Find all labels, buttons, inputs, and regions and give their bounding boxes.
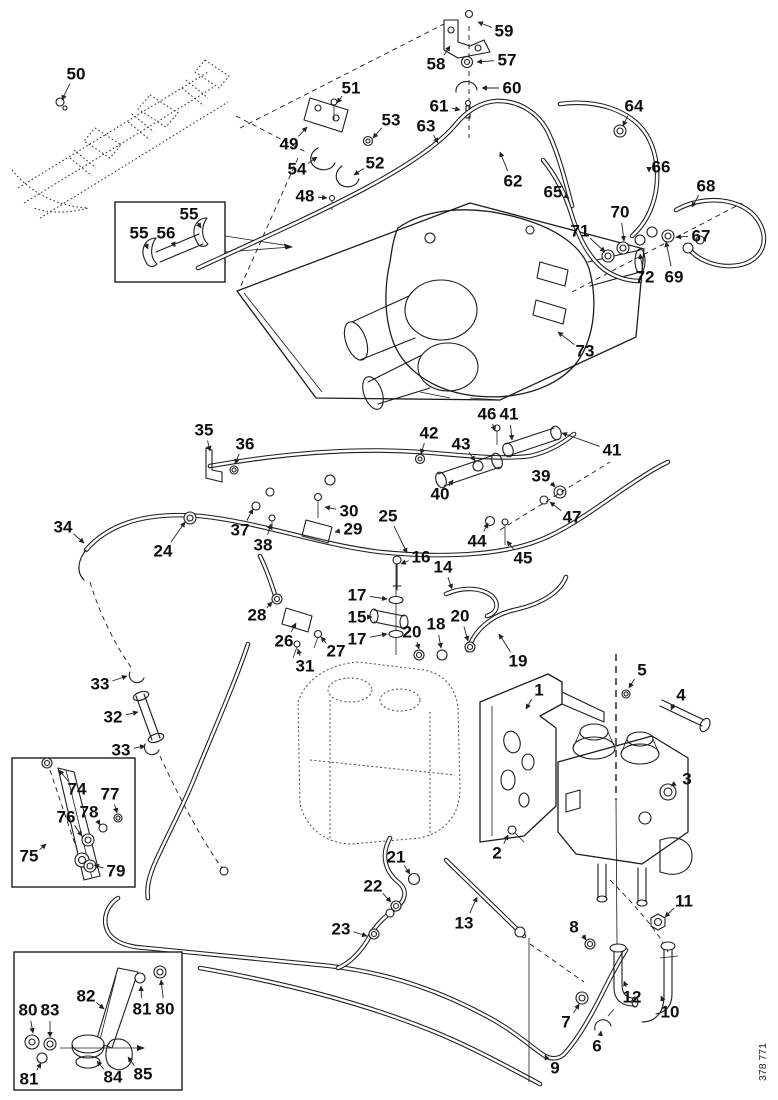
callout-43: 43 bbox=[451, 434, 471, 454]
leader-line-71 bbox=[590, 238, 605, 252]
leader-line-17 bbox=[370, 634, 387, 637]
leader-line-20 bbox=[464, 626, 468, 641]
callout-32: 32 bbox=[103, 707, 123, 727]
leader-line-21 bbox=[404, 865, 410, 874]
leader-line-23 bbox=[354, 932, 367, 936]
callout-17: 17 bbox=[347, 629, 367, 649]
callout-4: 4 bbox=[676, 685, 686, 705]
callout-51: 51 bbox=[341, 78, 361, 98]
callout-78: 78 bbox=[79, 802, 99, 822]
callout-11: 11 bbox=[675, 891, 693, 911]
callout-61: 61 bbox=[429, 96, 449, 116]
callout-56: 56 bbox=[156, 223, 176, 243]
leader-line-48 bbox=[318, 197, 327, 198]
callout-6: 6 bbox=[592, 1036, 602, 1056]
leader-line-69 bbox=[666, 242, 671, 266]
leader-line-8 bbox=[583, 935, 586, 940]
callout-26: 26 bbox=[274, 631, 294, 651]
callout-18: 18 bbox=[426, 614, 446, 634]
leader-line-34 bbox=[73, 534, 84, 543]
callout-74: 74 bbox=[67, 779, 87, 799]
leader-line-31 bbox=[298, 649, 300, 656]
callout-49: 49 bbox=[279, 134, 299, 154]
leader-line-10 bbox=[661, 996, 664, 1002]
callout-1: 1 bbox=[534, 680, 544, 700]
callout-31: 31 bbox=[295, 656, 315, 676]
callout-46: 46 bbox=[477, 404, 497, 424]
callout-67: 67 bbox=[691, 226, 711, 246]
leader-line-7 bbox=[574, 1004, 579, 1013]
callout-84: 84 bbox=[103, 1067, 123, 1087]
engine-block-drawing bbox=[298, 662, 460, 844]
callout-45: 45 bbox=[513, 548, 533, 568]
leader-line-17 bbox=[370, 596, 387, 599]
callout-layer bbox=[19, 22, 716, 1089]
leader-line-24 bbox=[171, 522, 185, 542]
leader-line-62 bbox=[500, 152, 508, 171]
callout-34: 34 bbox=[53, 517, 73, 537]
callout-38: 38 bbox=[253, 535, 273, 555]
callout-19: 19 bbox=[508, 651, 528, 671]
callout-30: 30 bbox=[339, 501, 359, 521]
callout-54: 54 bbox=[287, 159, 307, 179]
leader-line-33 bbox=[112, 676, 127, 681]
leader-line-22 bbox=[383, 893, 391, 902]
callout-2: 2 bbox=[492, 843, 502, 863]
callout-24: 24 bbox=[153, 541, 173, 561]
inset-box-breather-detail bbox=[14, 952, 182, 1090]
callout-16: 16 bbox=[411, 547, 431, 567]
leader-line-37 bbox=[247, 509, 253, 521]
callout-80: 80 bbox=[155, 999, 175, 1019]
leader-line-28 bbox=[267, 602, 272, 608]
callout-29: 29 bbox=[343, 519, 363, 539]
leader-line-39 bbox=[551, 483, 555, 487]
leader-line-53 bbox=[373, 128, 382, 138]
leader-line-19 bbox=[499, 634, 511, 652]
leader-line-30 bbox=[325, 507, 336, 509]
leader-line-52 bbox=[354, 168, 364, 175]
leader-line-13 bbox=[470, 897, 477, 913]
callout-10: 10 bbox=[660, 1002, 680, 1022]
leader-line-47 bbox=[550, 502, 561, 511]
leader-line-20 bbox=[417, 642, 419, 649]
callout-39: 39 bbox=[531, 466, 551, 486]
callout-64: 64 bbox=[624, 96, 644, 116]
callout-80: 80 bbox=[18, 1000, 38, 1020]
callout-33: 33 bbox=[111, 740, 131, 760]
leader-line-61 bbox=[452, 108, 460, 110]
leader-line-59 bbox=[478, 22, 492, 27]
callout-47: 47 bbox=[562, 507, 582, 527]
callout-7: 7 bbox=[561, 1012, 571, 1032]
frame-assembly-drawing bbox=[12, 60, 229, 218]
callout-57: 57 bbox=[497, 50, 517, 70]
leader-line-16 bbox=[401, 561, 409, 564]
callout-75: 75 bbox=[19, 846, 39, 866]
callout-36: 36 bbox=[235, 434, 255, 454]
callout-70: 70 bbox=[610, 202, 630, 222]
callout-8: 8 bbox=[569, 917, 579, 937]
leader-line-1 bbox=[526, 699, 532, 709]
callout-37: 37 bbox=[230, 520, 250, 540]
callout-52: 52 bbox=[365, 153, 385, 173]
callout-83: 83 bbox=[40, 1000, 60, 1020]
callout-44: 44 bbox=[467, 531, 487, 551]
callout-55: 55 bbox=[179, 204, 199, 224]
leader-line-5 bbox=[629, 679, 634, 688]
callout-60: 60 bbox=[502, 78, 522, 98]
callout-82: 82 bbox=[76, 986, 96, 1006]
callout-53: 53 bbox=[381, 110, 401, 130]
callout-5: 5 bbox=[637, 660, 647, 680]
leader-line-32 bbox=[126, 712, 138, 715]
leader-line-25 bbox=[394, 526, 407, 553]
hose-clamps-left-drawing bbox=[129, 672, 228, 875]
callout-65: 65 bbox=[543, 182, 563, 202]
callout-50: 50 bbox=[66, 64, 86, 84]
callout-28: 28 bbox=[247, 605, 267, 625]
callout-14: 14 bbox=[433, 557, 453, 577]
leader-line-29 bbox=[335, 531, 340, 532]
callout-69: 69 bbox=[664, 267, 684, 287]
leader-line-41 bbox=[510, 425, 512, 440]
callout-41: 41 bbox=[499, 404, 519, 424]
leader-line-6 bbox=[600, 1031, 601, 1035]
leader-line-12 bbox=[624, 981, 626, 987]
callout-40: 40 bbox=[430, 484, 450, 504]
callout-3: 3 bbox=[682, 769, 692, 789]
callout-76: 76 bbox=[56, 807, 76, 827]
callout-33: 33 bbox=[90, 674, 110, 694]
leader-line-44 bbox=[484, 523, 488, 532]
leader-line-70 bbox=[622, 223, 624, 241]
leader-line-54 bbox=[308, 157, 317, 163]
callout-12: 12 bbox=[622, 987, 642, 1007]
callout-85: 85 bbox=[133, 1064, 153, 1084]
callout-81: 81 bbox=[132, 999, 152, 1019]
callout-22: 22 bbox=[363, 876, 383, 896]
callout-42: 42 bbox=[419, 423, 439, 443]
callout-23: 23 bbox=[331, 919, 351, 939]
callout-21: 21 bbox=[386, 847, 406, 867]
leader-line-73 bbox=[558, 332, 574, 345]
leader-line-72 bbox=[640, 254, 642, 266]
callout-41: 41 bbox=[602, 440, 622, 460]
callout-25: 25 bbox=[378, 506, 398, 526]
callout-9: 9 bbox=[550, 1058, 560, 1078]
callout-66: 66 bbox=[651, 157, 671, 177]
callout-58: 58 bbox=[426, 54, 446, 74]
callout-72: 72 bbox=[635, 267, 655, 287]
callout-68: 68 bbox=[696, 176, 716, 196]
callout-13: 13 bbox=[454, 913, 474, 933]
leader-line-67 bbox=[676, 236, 688, 237]
leader-line-33 bbox=[134, 746, 145, 748]
leader-line-49 bbox=[298, 127, 307, 136]
callout-35: 35 bbox=[194, 420, 214, 440]
callout-48: 48 bbox=[295, 186, 315, 206]
leader-line-11 bbox=[665, 908, 674, 917]
callout-20: 20 bbox=[450, 606, 470, 626]
callout-81: 81 bbox=[19, 1069, 39, 1089]
callout-79: 79 bbox=[106, 861, 126, 881]
callout-59: 59 bbox=[494, 21, 514, 41]
callout-55: 55 bbox=[129, 223, 149, 243]
leader-line-18 bbox=[439, 635, 441, 648]
callout-27: 27 bbox=[326, 641, 346, 661]
callout-20: 20 bbox=[402, 622, 422, 642]
leader-line-14 bbox=[448, 577, 452, 589]
callout-73: 73 bbox=[575, 341, 595, 361]
leader-line-57 bbox=[477, 61, 494, 62]
drawing-number: 378 771 bbox=[757, 1043, 769, 1081]
callout-62: 62 bbox=[503, 171, 523, 191]
leader-line-50 bbox=[62, 84, 70, 100]
callout-17: 17 bbox=[347, 585, 367, 605]
callout-15: 15 bbox=[347, 607, 367, 627]
callout-77: 77 bbox=[100, 784, 120, 804]
callout-71: 71 bbox=[570, 221, 590, 241]
callout-63: 63 bbox=[416, 116, 436, 136]
